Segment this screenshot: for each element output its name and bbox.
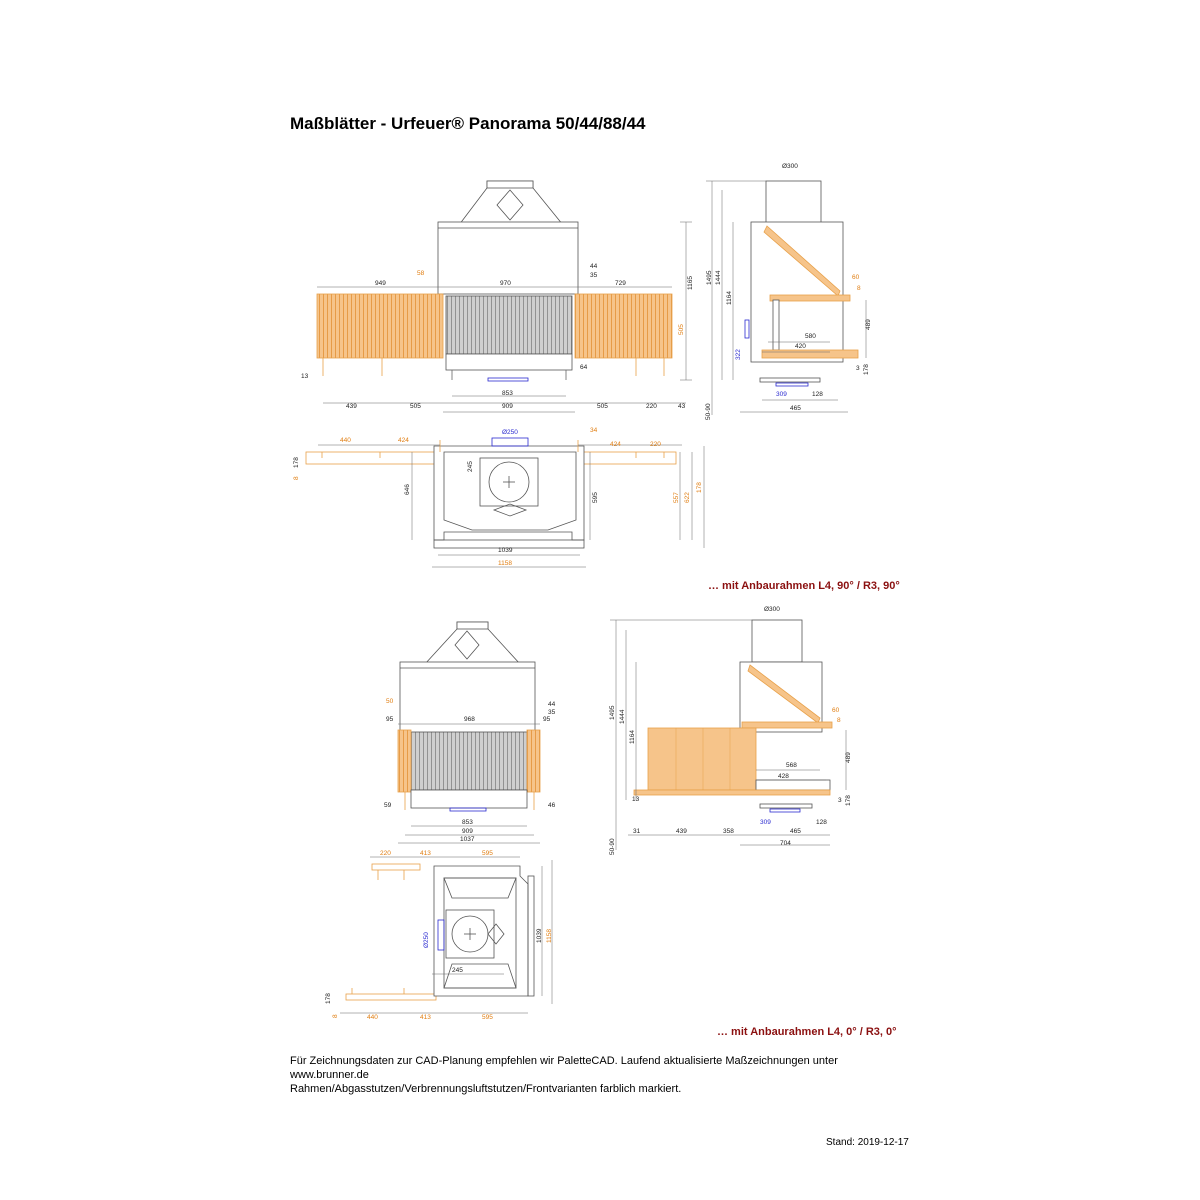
dim-label: 178 [696, 482, 703, 493]
footer-line-1: Für Zeichnungsdaten zur CAD-Planung empfehlen wir PaletteCAD. Laufend aktualisierte Maßzeichnungen unter [290, 1055, 838, 1067]
dim-label: Ø300 [764, 606, 780, 613]
dim-label: 8 [293, 476, 300, 480]
dim-label: 413 [420, 1014, 431, 1021]
dim-label: 1158 [498, 560, 512, 567]
dim-label: 44 [548, 701, 556, 708]
dim-label: 178 [325, 993, 332, 1004]
dim-label: 35 [590, 272, 598, 279]
dim-label: 595 [482, 850, 493, 857]
dim-label: 465 [790, 405, 801, 412]
footer-line-3: Rahmen/Abgasstutzen/Verbrennungsluftstutzen/Frontvarianten farblich markiert. [290, 1083, 682, 1095]
dim-label: 220 [650, 441, 661, 448]
dim-label: 1495 [706, 270, 713, 285]
dim-label: 853 [462, 819, 473, 826]
dim-label: 909 [502, 403, 513, 410]
footer-link[interactable]: www.brunner.de [290, 1069, 369, 1081]
dim-label: 440 [367, 1014, 378, 1021]
dim-label: 505 [597, 403, 608, 410]
dim-label: 1165 [687, 276, 694, 290]
dim-label: 58 [417, 270, 425, 277]
page-title: Maßblätter - Urfeuer® Panorama 50/44/88/44 [290, 114, 646, 133]
dim-label: 439 [676, 828, 687, 835]
dim-label: Ø300 [782, 163, 798, 170]
dim-label: 95 [386, 716, 394, 723]
dim-label: 428 [778, 773, 789, 780]
dim-label: 1444 [715, 270, 722, 285]
date-stamp: Stand: 2019-12-17 [826, 1137, 909, 1148]
dim-label: 35 [548, 709, 556, 716]
dim-label: 46 [548, 802, 556, 809]
dim-label: 95 [543, 716, 551, 723]
dim-label: 595 [592, 492, 599, 503]
dim-label: 465 [790, 828, 801, 835]
dim-label: 13 [632, 796, 640, 803]
dim-label: 178 [293, 457, 300, 468]
dim-label: 505 [410, 403, 421, 410]
dim-label: 358 [723, 828, 734, 835]
dim-label: 424 [610, 441, 621, 448]
front-view-2 [398, 622, 540, 843]
dim-label: 580 [805, 333, 816, 340]
dim-label: 8 [837, 717, 841, 724]
dim-label: 420 [795, 343, 806, 350]
caption-second: … mit Anbaurahmen L4, 0° / R3, 0° [717, 1026, 897, 1038]
dim-label: 128 [812, 391, 823, 398]
dim-label: Ø250 [502, 429, 518, 436]
dim-label: 489 [845, 752, 852, 763]
dim-label: 50-90 [609, 838, 616, 855]
dim-label: 424 [398, 437, 409, 444]
dim-label: 505 [678, 324, 685, 335]
dim-label: 8 [332, 1014, 339, 1018]
dim-label: 178 [845, 795, 852, 806]
dim-label: 220 [380, 850, 391, 857]
dim-label: 557 [673, 492, 680, 503]
dim-label: 1039 [536, 928, 543, 943]
dim-label: 128 [816, 819, 827, 826]
dim-label: 178 [863, 364, 870, 375]
dim-label: 8 [857, 285, 861, 292]
dim-label: 595 [482, 1014, 493, 1021]
dim-label: 309 [776, 391, 787, 398]
dim-label: 50-90 [705, 403, 712, 420]
dim-label: 1164 [726, 291, 733, 305]
dim-label: 646 [404, 484, 411, 495]
dim-label: 413 [420, 850, 431, 857]
dim-label: 64 [580, 364, 588, 371]
dim-label: 220 [646, 403, 657, 410]
dim-label: 322 [735, 349, 742, 360]
plan-view-2 [340, 857, 552, 1013]
dim-label: 1495 [609, 705, 616, 720]
dim-label: 34 [590, 427, 598, 434]
dim-label: 1164 [629, 730, 636, 744]
dim-label: 704 [780, 840, 791, 847]
dim-label: 729 [615, 280, 626, 287]
dim-label: 949 [375, 280, 386, 287]
dim-label: 60 [832, 707, 840, 714]
dim-label: 309 [760, 819, 771, 826]
dim-label: 909 [462, 828, 473, 835]
front-view-1 [317, 181, 692, 412]
dim-label: 44 [590, 263, 598, 270]
dim-label: 439 [346, 403, 357, 410]
dim-label: 1444 [619, 709, 626, 724]
dim-label: 31 [633, 828, 641, 835]
dim-label: 43 [678, 403, 686, 410]
dim-label: 245 [452, 967, 463, 974]
dim-label: 1037 [460, 836, 475, 843]
caption-first: … mit Anbaurahmen L4, 90° / R3, 90° [708, 580, 900, 592]
dim-label: 3 [838, 797, 842, 804]
dim-label: Ø250 [423, 932, 430, 948]
dim-label: 1039 [498, 547, 513, 554]
dim-label: 968 [464, 716, 475, 723]
dim-label: 489 [865, 319, 872, 330]
dim-label: 622 [684, 492, 691, 503]
dim-label: 568 [786, 762, 797, 769]
side-view-2 [610, 620, 846, 850]
dim-label: 440 [340, 437, 351, 444]
dim-label: 59 [384, 802, 392, 809]
dim-label: 853 [502, 390, 513, 397]
dim-label: 245 [467, 461, 474, 472]
dim-label: 13 [301, 373, 309, 380]
dim-label: 60 [852, 274, 860, 281]
dim-label: 3 [856, 365, 860, 372]
dim-label: 1158 [546, 929, 553, 943]
dim-label: 50 [386, 698, 394, 705]
dim-label: 970 [500, 280, 511, 287]
